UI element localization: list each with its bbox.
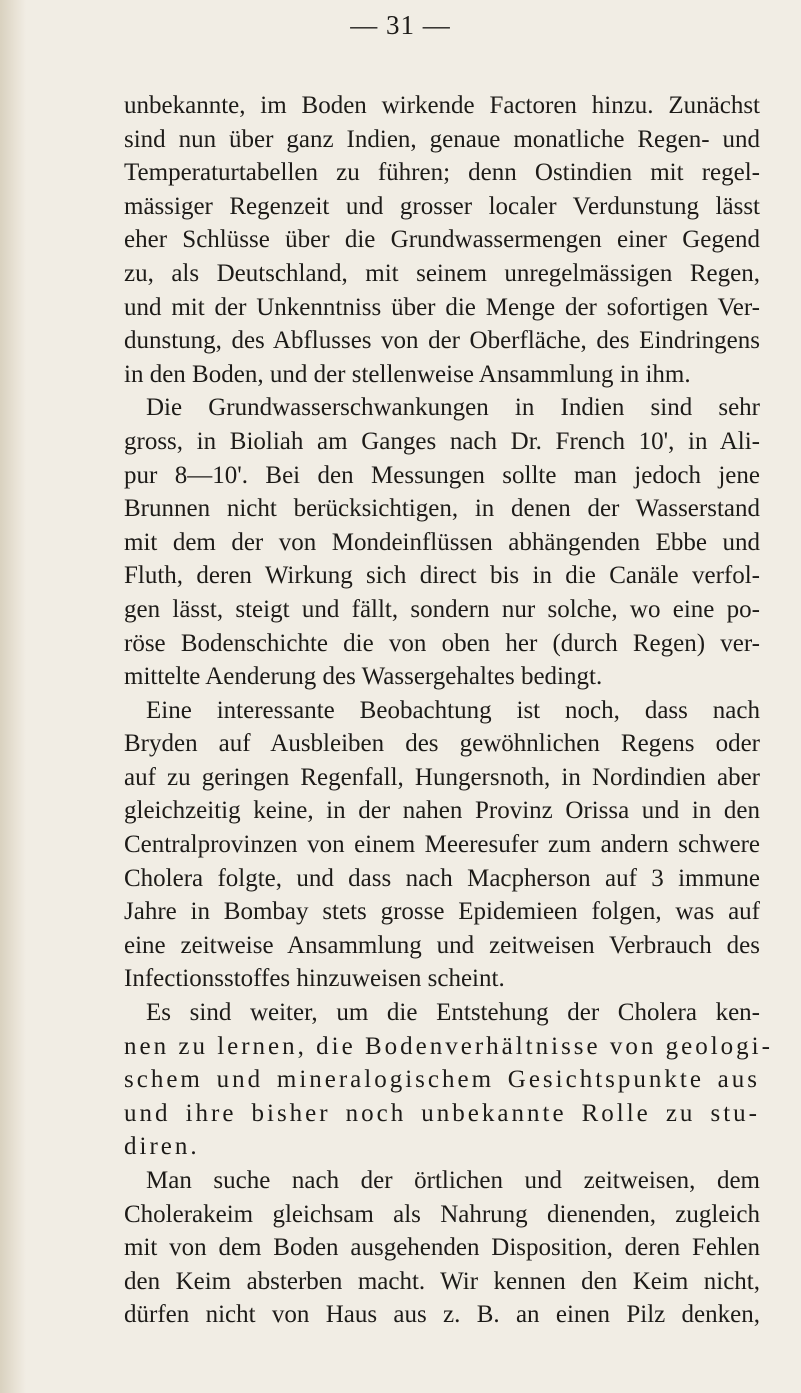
text-line: gross, in Bioliah am Ganges nach Dr. French 10', in Ali- bbox=[124, 427, 760, 455]
text-line: eine zeitweise Ansammlung und zeitweisen Verbrauch des bbox=[124, 931, 760, 959]
text-line: dürfen nicht von Haus aus z. B. an einen Pilz denken, bbox=[124, 1301, 760, 1329]
text-line: in den Boden, und der stellenweise Ansammlung in ihm. bbox=[124, 360, 691, 388]
text-line: Cholerakeim gleichsam als Nahrung dienenden, zugleich bbox=[124, 1200, 760, 1228]
text-line: Cholera folgte, und dass nach Macpherson auf 3 immune bbox=[124, 864, 760, 892]
text-line: schem und mineralogischem Gesichtspunkte aus bbox=[124, 1066, 760, 1094]
text-line: Centralprovinzen von einem Meeresufer zum andern schwere bbox=[124, 831, 760, 859]
text-line: mit von dem Boden ausgehenden Disposition, deren Fehlen bbox=[124, 1234, 760, 1262]
text-line: Man suche nach der örtlichen und zeitweisen, dem bbox=[146, 1167, 760, 1194]
text-line: Fluth, deren Wirkung sich direct bis in die Canäle verfol- bbox=[124, 562, 760, 590]
text-line: und mit der Unkenntniss über die Menge der sofortigen Ver- bbox=[124, 293, 760, 321]
text-line: pur 8—10'. Bei den Messungen sollte man jedoch jene bbox=[124, 461, 760, 489]
text-line: diren. bbox=[124, 1133, 200, 1161]
text-line: zu, als Deutschland, mit seinem unregelmässigen Regen, bbox=[124, 259, 760, 287]
text-line: sind nun über ganz Indien, genaue monatliche Regen- und bbox=[124, 125, 760, 153]
text-line: Die Grundwasserschwankungen in Indien sind sehr bbox=[146, 394, 760, 422]
text-line: Es sind weiter, um die Entstehung der Cholera ken- bbox=[146, 999, 760, 1027]
text-line: Eine interessante Beobachtung ist noch, dass nach bbox=[146, 696, 760, 724]
text-line: Infectionsstoffes hinzuweisen scheint. bbox=[124, 965, 505, 993]
text-line: eher Schlüsse über die Grundwassermengen einer Gegend bbox=[124, 226, 760, 254]
text-line: Brunnen nicht berücksichtigen, in denen der Wasserstand bbox=[124, 495, 760, 523]
text-line: Bryden auf Ausbleiben des gewöhnlichen Regens oder bbox=[124, 730, 760, 758]
text-line: mit dem der von Mondeinflüssen abhängenden Ebbe und bbox=[124, 528, 760, 556]
text-line: gen lässt, steigt und fällt, sondern nur solche, wo eine po- bbox=[124, 595, 760, 623]
body-text bbox=[124, 89, 773, 1332]
text-line: dunstung, des Abflusses von der Oberfläche, des Eindringens bbox=[124, 327, 760, 355]
text-line: Temperaturtabellen zu führen; denn Ostindien mit regel- bbox=[124, 159, 760, 187]
text-line: nen zu lernen, die Bodenverhältnisse von geologi- bbox=[124, 1032, 773, 1060]
text-line: mittelte Aenderung des Wassergehaltes bedingt. bbox=[124, 663, 603, 691]
text-line: mässiger Regenzeit und grosser localer Verdunstung lässt bbox=[124, 192, 760, 220]
page-number: — 31 — bbox=[350, 10, 451, 40]
text-line: auf zu geringen Regenfall, Hungersnoth, in Nordindien aber bbox=[124, 763, 760, 791]
page-edge-shadow bbox=[0, 0, 26, 1393]
text-line: gleichzeitig keine, in der nahen Provinz Orissa und in den bbox=[124, 797, 760, 825]
text-line: Jahre in Bombay stets grosse Epidemieen folgen, was auf bbox=[124, 898, 760, 926]
text-line: röse Bodenschichte die von oben her (durch Regen) ver- bbox=[124, 629, 760, 657]
text-line: den Keim absterben macht. Wir kennen den Keim nicht, bbox=[124, 1267, 760, 1295]
text-line: und ihre bisher noch unbekannte Rolle zu stu- bbox=[124, 1099, 760, 1127]
text-line: unbekannte, im Boden wirkende Factoren hinzu. Zunächst bbox=[124, 92, 760, 119]
